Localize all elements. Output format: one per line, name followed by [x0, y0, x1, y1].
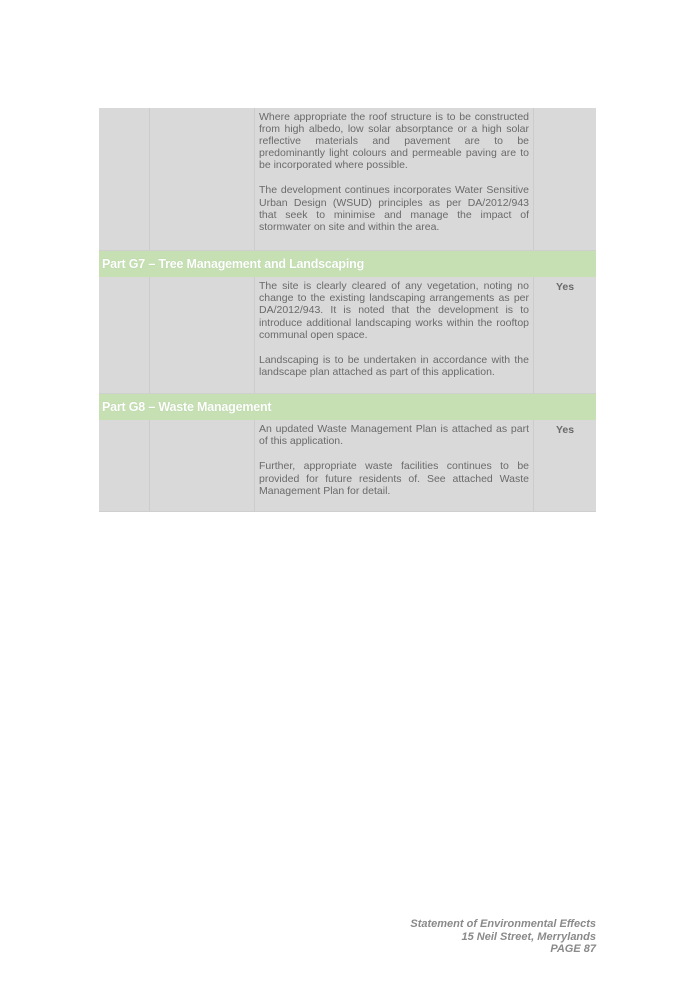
- paragraph: The development continues incorporates Water Sensitive Urban Design (WSUD) principles as per DA/2012/943 that seek to minimise and manage the impact of stormwater on site and within the area.: [259, 184, 529, 234]
- table-cell-empty: [99, 420, 150, 511]
- footer-address: 15 Neil Street, Merrylands: [461, 930, 596, 943]
- compliance-cell: [534, 108, 596, 250]
- section-heading-g7: Part G7 – Tree Management and Landscaping: [99, 251, 596, 277]
- table-row: [99, 420, 596, 512]
- compliance-table: [99, 108, 596, 512]
- comment-cell: [255, 108, 534, 250]
- comment-cell: [255, 420, 534, 511]
- paragraph: An updated Waste Management Plan is attached as part of this application.: [259, 422, 529, 448]
- footer-document-title: Statement of Environmental Effects: [410, 918, 596, 930]
- table-cell-empty: [150, 108, 255, 250]
- table-cell-empty: [99, 108, 150, 250]
- page-footer: [410, 918, 596, 956]
- comment-cell: [255, 277, 534, 393]
- table-cell-empty: [99, 277, 150, 393]
- paragraph: Where appropriate the roof structure is to be constructed from high albedo, low solar absorptance or a high solar reflective materials and pavement are to be predominantly light colours and permeable paving are to be incorporated where possible.: [259, 111, 529, 172]
- compliance-cell: Yes: [555, 280, 575, 293]
- paragraph: Further, appropriate waste facilities continues to be provided for future residents of. See attached Waste Management Plan for detail.: [259, 460, 529, 497]
- compliance-cell: Yes: [555, 423, 575, 436]
- paragraph: The site is clearly cleared of any vegetation, noting no change to the existing landscaping arrangements as per DA/2012/943. It is noted that the development is to introduce additional landscaping works within the rooftop communal open space.: [259, 279, 529, 341]
- table-row: [99, 277, 596, 394]
- section-heading-g8: Part G8 – Waste Management: [99, 394, 596, 420]
- table-row: [99, 108, 596, 251]
- table-cell-empty: [150, 420, 255, 511]
- paragraph: Landscaping is to be undertaken in accordance with the landscape plan attached as part of this application.: [259, 354, 529, 379]
- footer-page-number: PAGE 87: [550, 943, 596, 955]
- table-cell-empty: [150, 277, 255, 393]
